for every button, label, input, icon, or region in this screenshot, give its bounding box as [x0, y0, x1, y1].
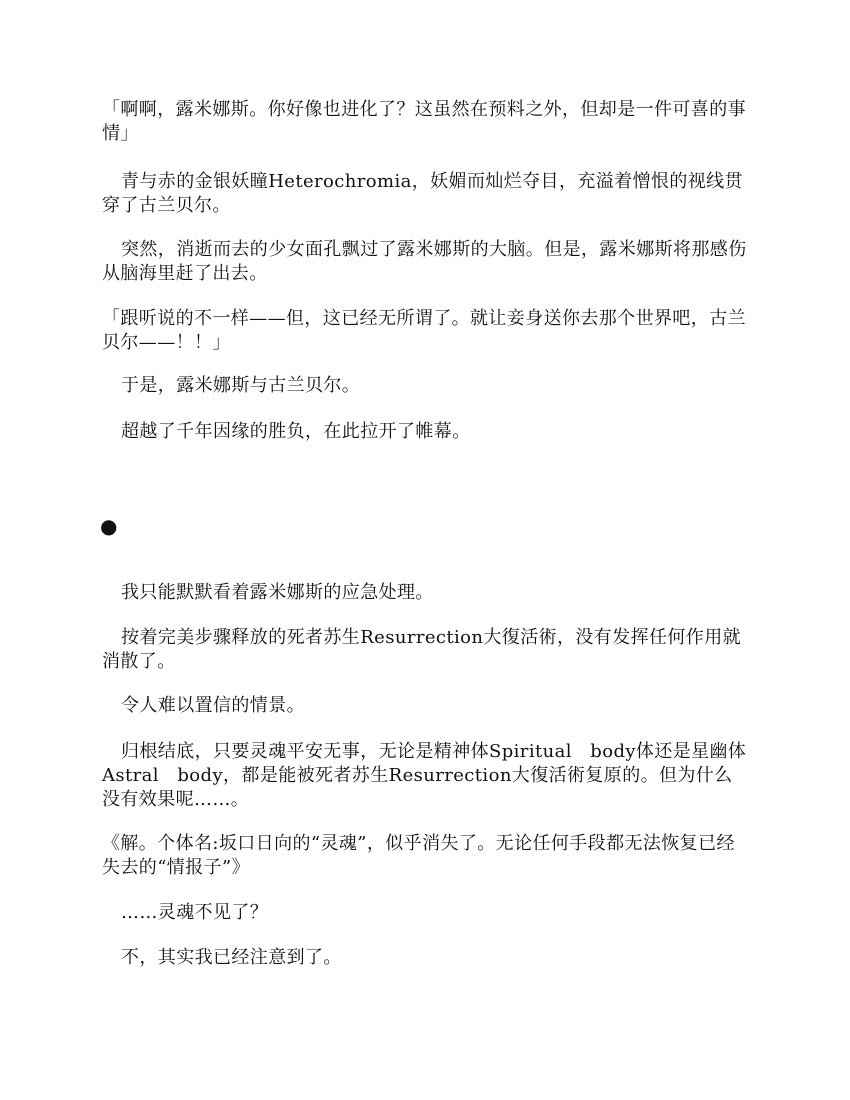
paragraph-narration-7: 令人难以置信的情景。: [121, 695, 305, 716]
paragraph-narration-6: 按着完美步骤释放的死者苏生Resurrection大復活術，没有发挥任何作用就消散了。: [102, 627, 741, 672]
paragraph-narration-1: 青与赤的金银妖瞳Heterochromia，妖媚而灿烂夺目，充溢着憎恨的视线贯穿了古兰贝尔。: [102, 171, 743, 216]
paragraph-narration-3: 于是，露米娜斯与古兰贝尔。: [121, 375, 361, 396]
paragraph-narration-2: 突然，消逝而去的少女面孔飘过了露米娜斯的大脑。但是，露米娜斯将那感伤从脑海里赶了出去。: [102, 239, 747, 284]
paragraph-narration-4: 超越了千年因缘的胜负，在此拉开了帷幕。: [121, 421, 471, 442]
section-separator-bullet: ●: [100, 514, 118, 538]
paragraph-narration-8: 归根结底，只要灵魂平安无事，无论是精神体Spiritual body体还是星幽体Astral body，都是能被死者苏生Resurrection大復活術复原的。但为什么没有效果呢……。: [102, 741, 747, 810]
paragraph-dialogue-1: 「啊啊，露米娜斯。你好像也进化了？这虽然在预料之外，但却是一件可喜的事情」: [102, 99, 746, 144]
paragraph-narration-10: 不，其实我已经注意到了。: [121, 947, 342, 968]
paragraph-narration-5: 我只能默默看着露米娜斯的应急处理。: [121, 582, 434, 603]
paragraph-dialogue-2: 「跟听说的不一样——但，这已经无所谓了。就让妾身送你去那个世界吧，古兰贝尔——！！」: [102, 308, 746, 353]
paragraph-system-voice: 《解。个体名:坂口日向的“灵魂”，似乎消失了。无论任何手段都无法恢复已经失去的“情报子”》: [102, 833, 735, 878]
paragraph-narration-9: ……灵魂不见了？: [121, 902, 269, 923]
